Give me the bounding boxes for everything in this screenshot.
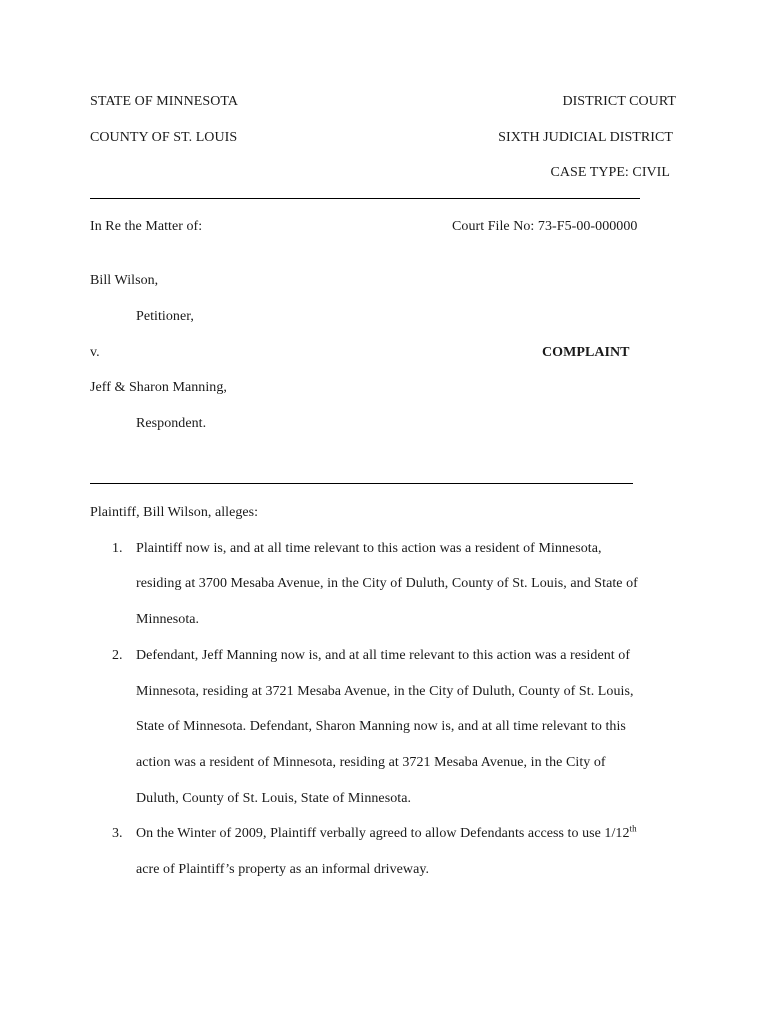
complaint-intro: Plaintiff, Bill Wilson, alleges: <box>90 505 259 520</box>
document-title: COMPLAINT <box>542 345 630 360</box>
allegation-line: acre of Plaintiff’s property as an informal driveway. <box>136 862 430 877</box>
allegation-line: Minnesota. <box>136 612 200 627</box>
ordinal-superscript: th <box>629 823 637 834</box>
respondent-role: Respondent. <box>136 416 207 431</box>
allegation-line: Duluth, County of St. Louis, State of Minnesota. <box>136 791 412 806</box>
versus-label: v. <box>90 345 100 360</box>
allegation-line: Plaintiff now is, and at all time relevant to this action was a resident of Minnesota, <box>136 541 602 556</box>
allegation-line-text: On the Winter of 2009, Plaintiff verbally agreed to allow Defendants access to use 1/12 <box>136 826 630 841</box>
court-label: DISTRICT COURT <box>562 94 676 109</box>
allegation-number: 1. <box>112 541 123 556</box>
allegation-line: action was a resident of Minnesota, residing at 3721 Mesaba Avenue, in the City of <box>136 755 606 770</box>
in-re-label: In Re the Matter of: <box>90 219 203 234</box>
allegation-number: 2. <box>112 648 123 663</box>
parties-divider <box>90 483 633 484</box>
allegation-line <box>136 825 637 842</box>
district-label: SIXTH JUDICIAL DISTRICT <box>498 130 673 145</box>
allegation-number: 3. <box>112 826 123 841</box>
petitioner-role: Petitioner, <box>136 309 194 324</box>
court-file-number: Court File No: 73-F5-00-000000 <box>452 219 638 234</box>
allegation-line: Defendant, Jeff Manning now is, and at all time relevant to this action was a resident of <box>136 648 631 663</box>
allegation-line: State of Minnesota. Defendant, Sharon Manning now is, and at all time relevant to this <box>136 719 626 734</box>
caption-divider <box>90 198 640 199</box>
allegation-line: residing at 3700 Mesaba Avenue, in the City of Duluth, County of St. Louis, and State of <box>136 576 638 591</box>
respondent-name: Jeff & Sharon Manning, <box>90 380 227 395</box>
state-label: STATE OF MINNESOTA <box>90 94 238 109</box>
case-type-label: CASE TYPE: CIVIL <box>550 165 670 180</box>
county-label: COUNTY OF ST. LOUIS <box>90 130 238 145</box>
petitioner-name: Bill Wilson, <box>90 273 159 288</box>
allegation-line: Minnesota, residing at 3721 Mesaba Avenue, in the City of Duluth, County of St. Louis, <box>136 684 634 699</box>
